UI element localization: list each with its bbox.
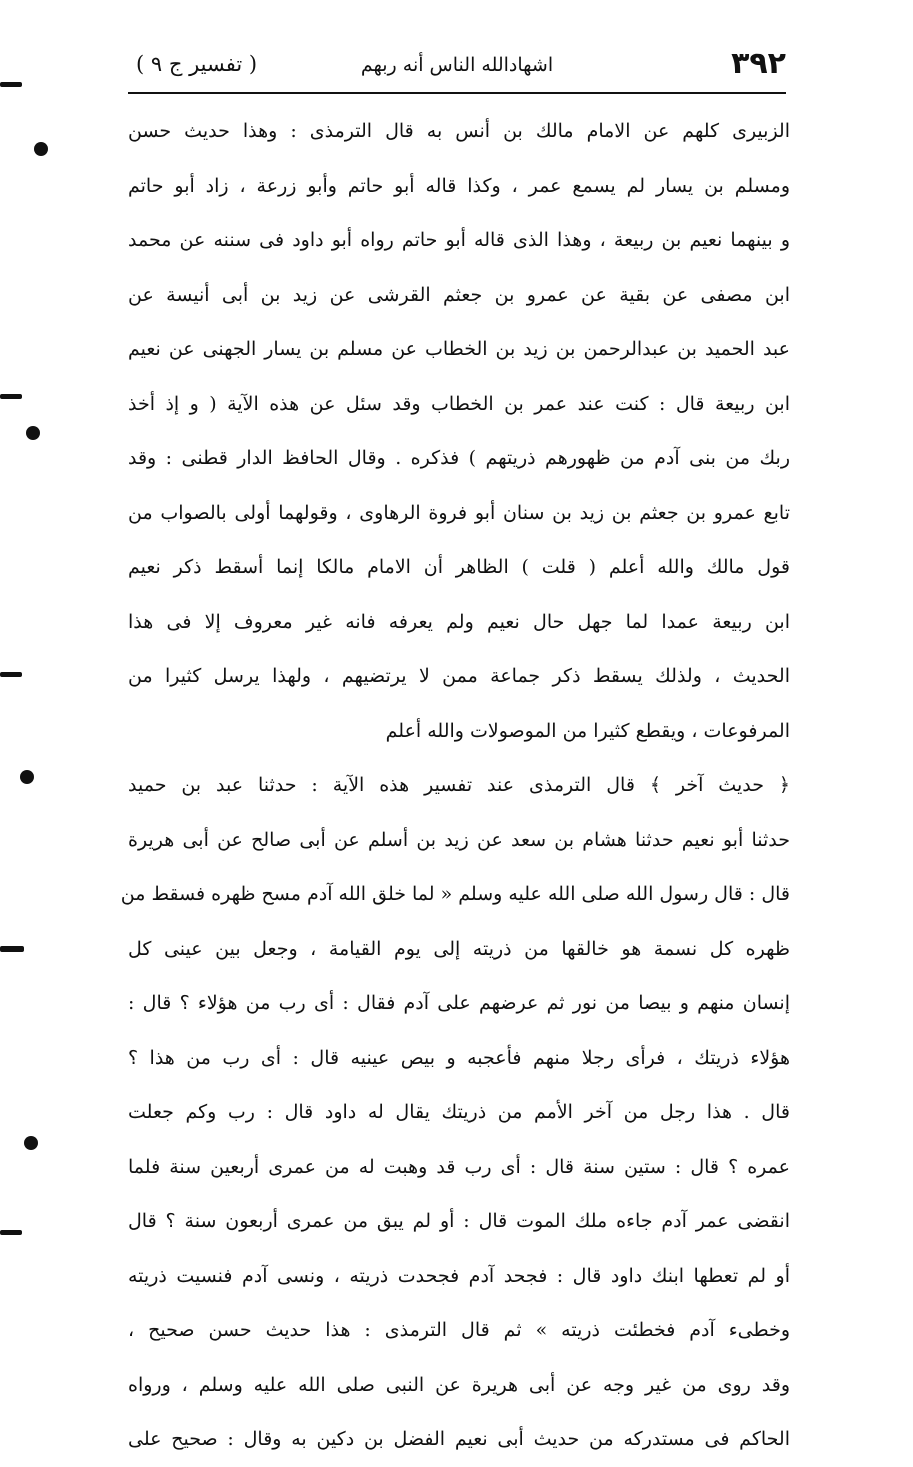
text-line: أو لم تعطها ابنك داود قال : فجحد آدم فجحدت ذريته ، ونسى آدم فنسيت ذريته bbox=[128, 1264, 790, 1287]
page-number: ٣٩٢ bbox=[731, 46, 786, 81]
text-line: المرفوعات ، ويقطع كثيرا من الموصولات والله أعلم bbox=[385, 719, 790, 742]
text-line: ظهره كل نسمة هو خالقها من ذريته إلى يوم القيامة ، وجعل بين عينى كل bbox=[128, 937, 790, 960]
page-header bbox=[128, 44, 786, 90]
text-line: ربك من بنى آدم من ظهورهم ذريتهم ) فذكره . وقال الحافظ الدار قطنى : وقد bbox=[128, 447, 790, 469]
running-title: اشهادالله الناس أنه ربهم bbox=[360, 54, 554, 76]
text-line: وقد روى من غير وجه عن أبى هريرة عن النبى صلى الله عليه وسلم ، ورواه bbox=[128, 1373, 790, 1396]
text-line: قال : قال رسول الله صلى الله عليه وسلم « لما خلق الله آدم مسح ظهره فسقط من bbox=[120, 883, 790, 905]
text-line: ﴿ حديث آخر ﴾ قال الترمذى عند تفسير هذه الآية : حدثنا عبد بن حميد bbox=[128, 774, 790, 796]
body-text bbox=[120, 104, 790, 1467]
text-line: الحاكم فى مستدركه من حديث أبى نعيم الفضل بن دكين به وقال : صحيح على bbox=[128, 1428, 790, 1450]
scan-spot bbox=[26, 426, 40, 440]
text-line: ابن ربيعة قال : كنت عند عمر بن الخطاب وقد سئل عن هذه الآية ( و إذ أخذ bbox=[128, 392, 790, 415]
scan-mark bbox=[0, 82, 22, 87]
text-line: تابع عمرو بن جعثم بن زيد بن سنان أبو فروة الرهاوى ، وقولهما أولى بالصواب من bbox=[128, 501, 790, 524]
text-line: ومسلم بن يسار لم يسمع عمر ، وكذا قاله أبو حاتم وأبو زرعة ، زاد أبو حاتم bbox=[128, 174, 790, 197]
text-line: إنسان منهم و بيصا من نور ثم عرضهم على آدم فقال : أى رب من هؤلاء ؟ قال : bbox=[128, 992, 790, 1014]
scan-mark bbox=[0, 394, 22, 399]
text-line: عمره ؟ قال : ستين سنة قال : أى رب قد وهبت له من عمرى أربعين سنة فلما bbox=[128, 1155, 790, 1178]
text-line: هؤلاء ذريتك ، فرأى رجلا منهم فأعجبه و بيص عينيه قال : أى رب من هذا ؟ bbox=[128, 1046, 790, 1069]
text-line: و بينهما نعيم بن ربيعة ، وهذا الذى قاله أبو حاتم رواه أبو داود فى سننه عن محمد bbox=[128, 229, 790, 251]
scan-mark bbox=[0, 946, 24, 952]
scan-mark bbox=[0, 672, 22, 677]
scan-spot bbox=[20, 770, 34, 784]
text-line: الحديث ، ولذلك يسقط ذكر جماعة ممن لا يرتضيهم ، ولهذا يرسل كثيرا من bbox=[128, 665, 790, 687]
text-line: قول مالك والله أعلم ( قلت ) الظاهر أن الامام مالكا إنما أسقط ذكر نعيم bbox=[128, 556, 790, 578]
text-line: ابن مصفى عن بقية عن عمرو بن جعثم القرشى عن زيد بن أبى أنيسة عن bbox=[128, 283, 790, 306]
text-line: الزبيرى كلهم عن الامام مالك بن أنس به قال الترمذى : وهذا حديث حسن bbox=[128, 120, 790, 142]
text-line: حدثنا أبو نعيم حدثنا هشام بن سعد عن زيد بن أسلم عن أبى صالح عن أبى هريرة bbox=[128, 828, 790, 851]
text-line: قال . هذا رجل من آخر الأمم من ذريتك يقال له داود قال : رب وكم جعلت bbox=[128, 1101, 790, 1123]
scan-spot bbox=[24, 1136, 38, 1150]
text-line: وخطىء آدم فخطئت ذريته » ثم قال الترمذى : هذا حديث حسن صحيح ، bbox=[128, 1319, 790, 1341]
text-line: عبد الحميد بن عبدالرحمن بن زيد بن الخطاب عن مسلم بن يسار الجهنى عن نعيم bbox=[128, 338, 790, 360]
text-line: انقضى عمر آدم جاءه ملك الموت قال : أو لم يبق من عمرى أربعون سنة ؟ قال bbox=[128, 1210, 790, 1232]
scan-spot bbox=[34, 142, 48, 156]
header-divider bbox=[128, 92, 786, 94]
volume-reference: ( تفسير ج ٩ ) bbox=[136, 52, 258, 76]
scan-mark bbox=[0, 1230, 22, 1235]
text-line: ابن ربيعة عمدا لما جهل حال نعيم ولم يعرفه فانه غير معروف إلا فى هذا bbox=[128, 610, 790, 633]
